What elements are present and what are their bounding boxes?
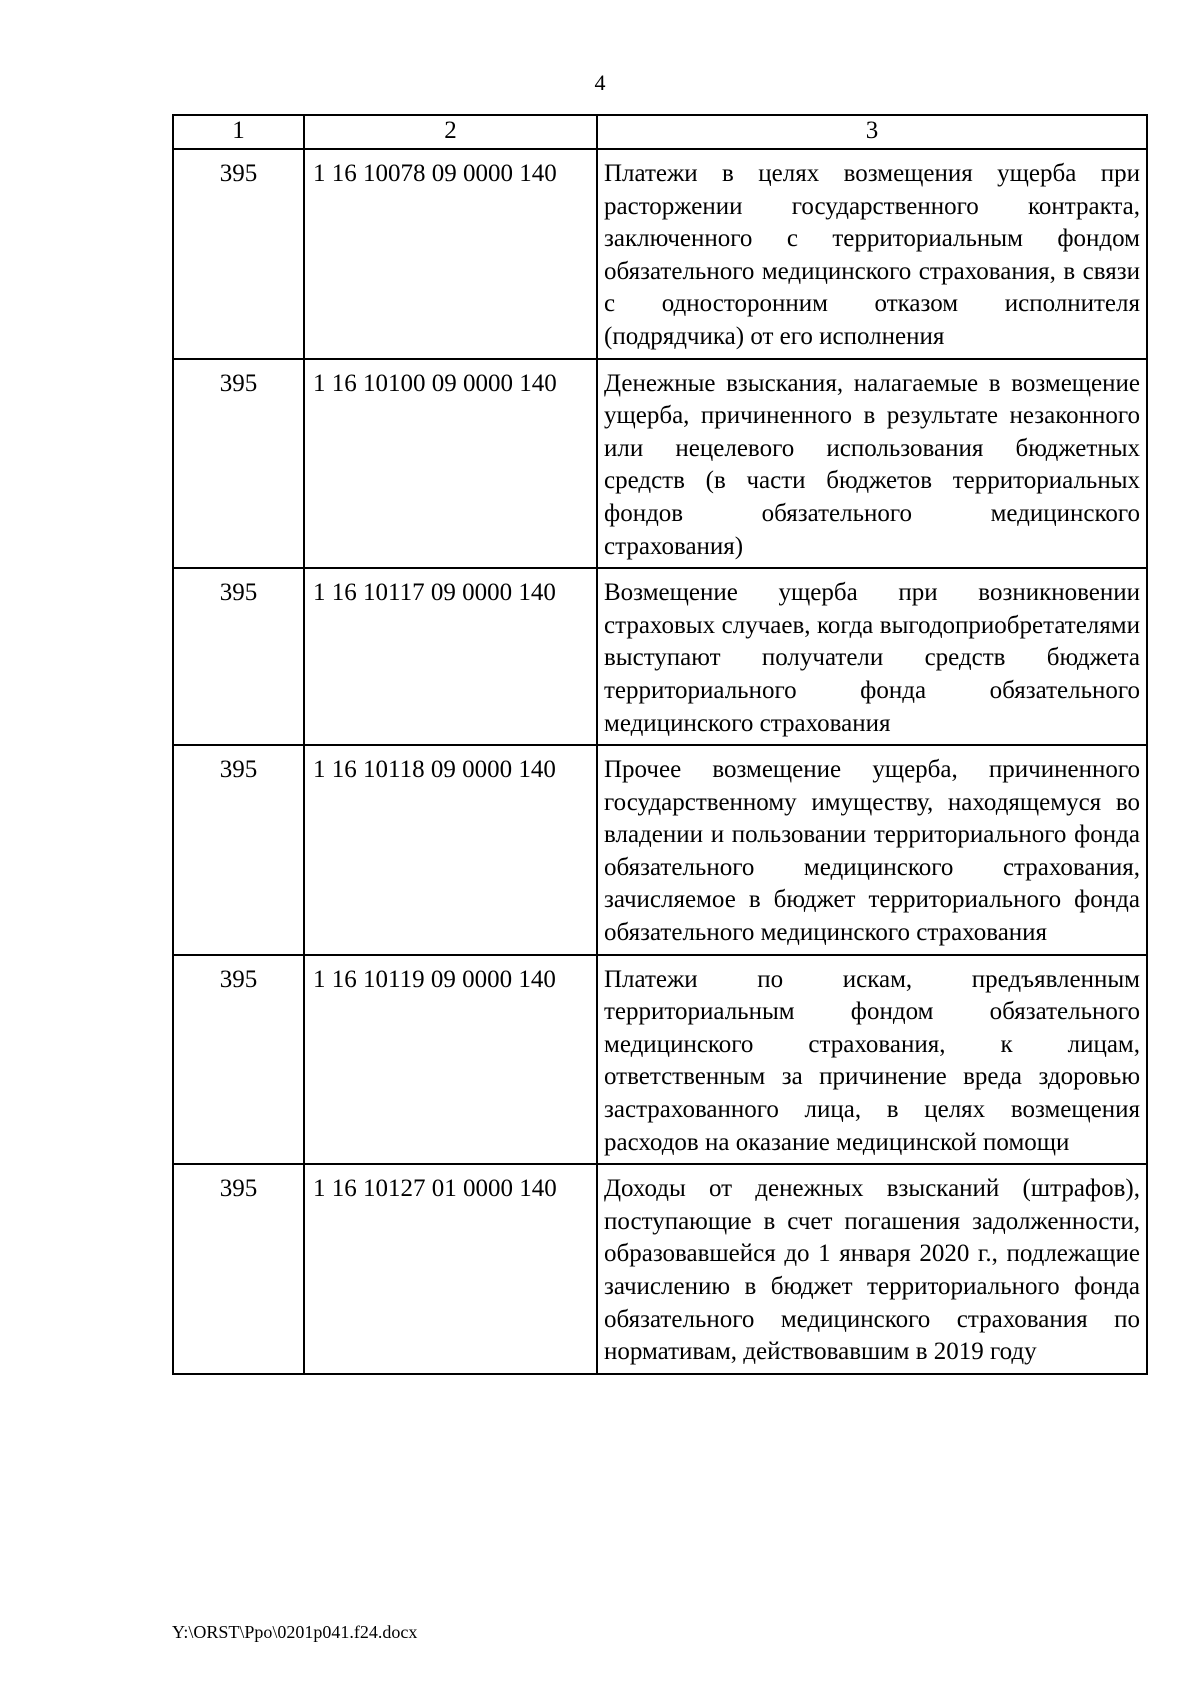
table-row [173,955,1147,1165]
table-row [173,359,1147,569]
admin-code-cell: 395 [173,745,304,955]
description-cell: Денежные взыскания, налагаемые в возмещение ущерба, причиненного в результате незаконного или нецелевого использования бюджетных средств (в части бюджетов территориальных фондов обязательного медицинского страхования) [597,359,1147,569]
revenue-code-cell: 1 16 10117 09 0000 140 [304,568,597,745]
admin-code-cell: 395 [173,955,304,1165]
page-number: 4 [594,70,606,95]
description-cell: Возмещение ущерба при возникновении страховых случаев, когда выгодоприобретателями выступают получатели средств бюджета территориального фонда обязательного медицинского страхования [597,568,1147,745]
revenue-code-cell: 1 16 10100 09 0000 140 [304,359,597,569]
revenue-code-cell: 1 16 10078 09 0000 140 [304,149,597,359]
column-header-3: 3 [597,115,1147,149]
revenue-code-cell: 1 16 10118 09 0000 140 [304,745,597,955]
admin-code-cell: 395 [173,568,304,745]
revenue-code-cell: 1 16 10119 09 0000 140 [304,955,597,1165]
footer-file-path: Y:\ORST\Ppo\0201p041.f24.docx [172,1622,418,1642]
table-header-row [173,115,1147,149]
column-header-2: 2 [304,115,597,149]
admin-code-cell: 395 [173,1164,304,1374]
admin-code-cell: 395 [173,149,304,359]
admin-code-cell: 395 [173,359,304,569]
description-cell: Платежи в целях возмещения ущерба при расторжении государственного контракта, заключенного с территориальным фондом обязательного медицинского страхования, в связи с односторонним отказом исполнителя (подрядчика) от его исполнения [597,149,1147,359]
table-row [173,1164,1147,1374]
table-row [173,745,1147,955]
revenue-code-cell: 1 16 10127 01 0000 140 [304,1164,597,1374]
budget-codes-table [172,114,1148,1375]
column-header-1: 1 [173,115,304,149]
description-cell: Прочее возмещение ущерба, причиненного государственному имуществу, находящемуся во владении и пользовании территориального фонда обязательного медицинского страхования, зачисляемое в бюджет территориального фонда обязательного медицинского страхования [597,745,1147,955]
description-cell: Платежи по искам, предъявленным территориальным фондом обязательного медицинского страхования, к лицам, ответственным за причинение вреда здоровью застрахованного лица, в целях возмещения расходов на оказание медицинской помощи [597,955,1147,1165]
description-cell: Доходы от денежных взысканий (штрафов), поступающие в счет погашения задолженности, образовавшейся до 1 января 2020 г., подлежащие зачислению в бюджет территориального фонда обязательного медицинского страхования по нормативам, действовавшим в 2019 году [597,1164,1147,1374]
table-row [173,568,1147,745]
table-row [173,149,1147,359]
